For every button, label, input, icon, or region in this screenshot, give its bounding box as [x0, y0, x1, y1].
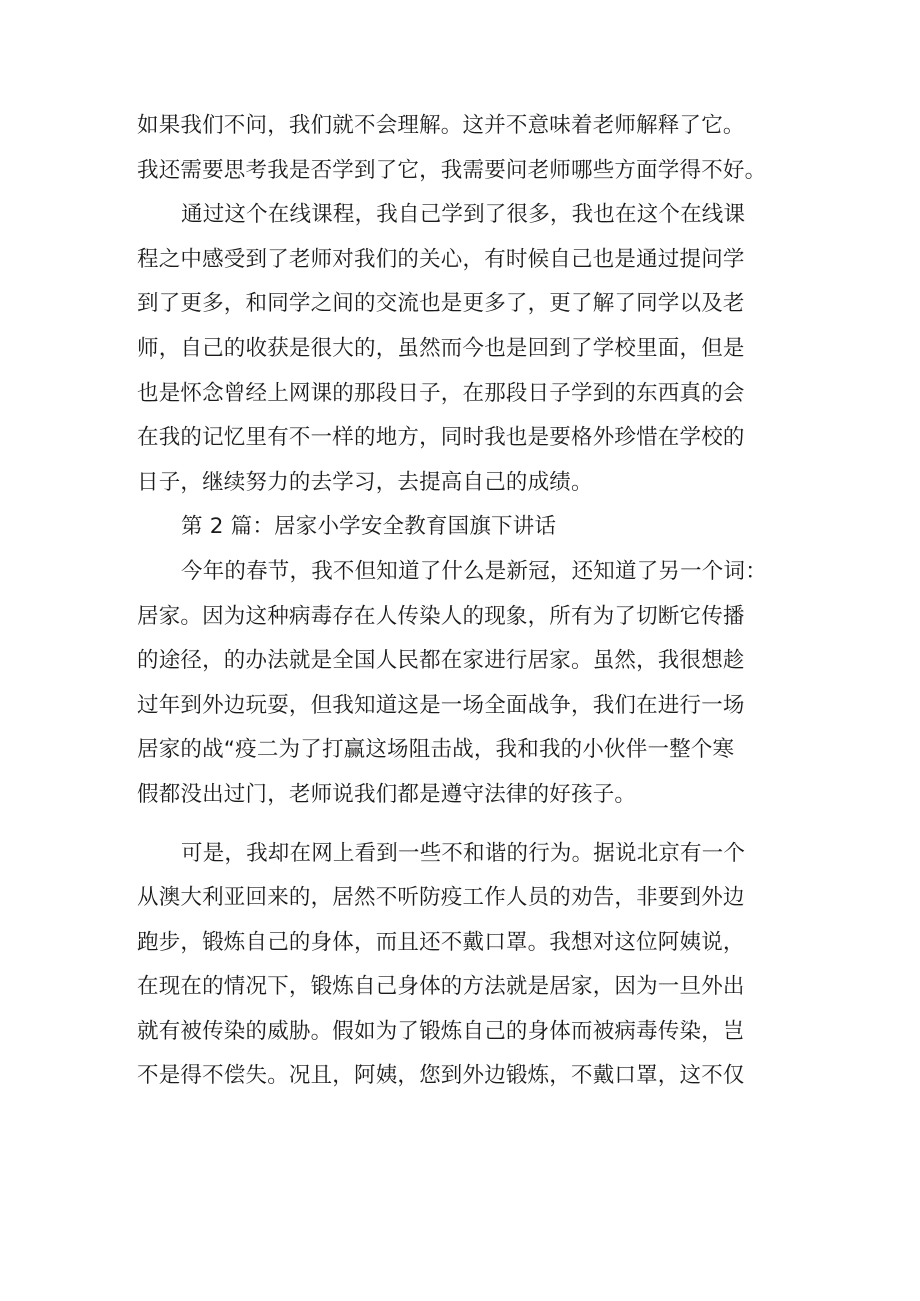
paragraph-line: 假都没出过门，老师说我们都是遵守法律的好孩子。: [137, 781, 637, 807]
paragraph-line: 居家的战“疫二为了打赢这场阻击战，我和我的小伙伴一整个寒: [137, 737, 735, 763]
paragraph-line: 居家。因为这种病毒存在人传染人的现象，所有为了切断它传播: [137, 603, 745, 629]
paragraph-line: 到了更多，和同学之间的交流也是更多了，更了解了同学以及老: [137, 291, 745, 317]
paragraph-line: 不是得不偿失。况且，阿姨，您到外边锻炼，不戴口罩，这不仅: [137, 1063, 745, 1089]
paragraph-line: 也是怀念曾经上网课的那段日子，在那段日子学到的东西真的会: [137, 380, 745, 406]
paragraph-line: 过年到外边玩耍，但我知道这是一场全面战争，我们在进行一场: [137, 692, 745, 718]
heading-line: 第 2 篇：居家小学安全教育国旗下讲话: [181, 514, 557, 540]
paragraph-spacing: [137, 818, 797, 832]
paragraph-line: 程之中感受到了老师对我们的关心，有时候自己也是通过提问学: [137, 246, 745, 272]
paragraph-line: 就有被传染的威胁。假如为了锻炼自己的身体而被病毒传染，岂: [137, 1018, 745, 1044]
paragraph-line: 日子，继续努力的去学习，去提高自己的成绩。: [137, 469, 593, 495]
document-page: [137, 104, 797, 1099]
paragraph-line: 从澳大利亚回来的，居然不听防疫工作人员的劝告，非要到外边: [137, 885, 745, 911]
paragraph-line: 我还需要思考我是否学到了它，我需要问老师哪些方面学得不好。: [137, 157, 767, 183]
paragraph-line: 师，自己的收获是很大的，虽然而今也是回到了学校里面，但是: [137, 335, 745, 361]
paragraph-line: 今年的春节，我不但知道了什么是新冠，还知道了另一个词：: [181, 558, 767, 584]
section-heading: [137, 505, 797, 550]
paragraph-1: [137, 104, 797, 193]
paragraph-4: [137, 832, 797, 1100]
paragraph-line: 在我的记忆里有不一样的地方，同时我也是要格外珍惜在学校的: [137, 425, 745, 451]
paragraph-line: 通过这个在线课程，我自己学到了很多，我也在这个在线课: [181, 202, 746, 228]
paragraph-3: [137, 550, 797, 818]
paragraph-2: [137, 193, 797, 505]
paragraph-line: 可是，我却在网上看到一些不和谐的行为。据说北京有一个: [181, 840, 746, 866]
paragraph-line: 如果我们不问，我们就不会理解。这并不意味着老师解释了它。: [137, 113, 745, 138]
paragraph-line: 的途径，的办法就是全国人民都在家进行居家。虽然，我很想趁: [137, 648, 745, 674]
paragraph-line: 在现在的情况下，锻炼自己身体的方法就是居家，因为一旦外出: [137, 974, 745, 1000]
paragraph-line: 跑步，锻炼自己的身体，而且还不戴口罩。我想对这位阿姨说，: [137, 929, 745, 955]
